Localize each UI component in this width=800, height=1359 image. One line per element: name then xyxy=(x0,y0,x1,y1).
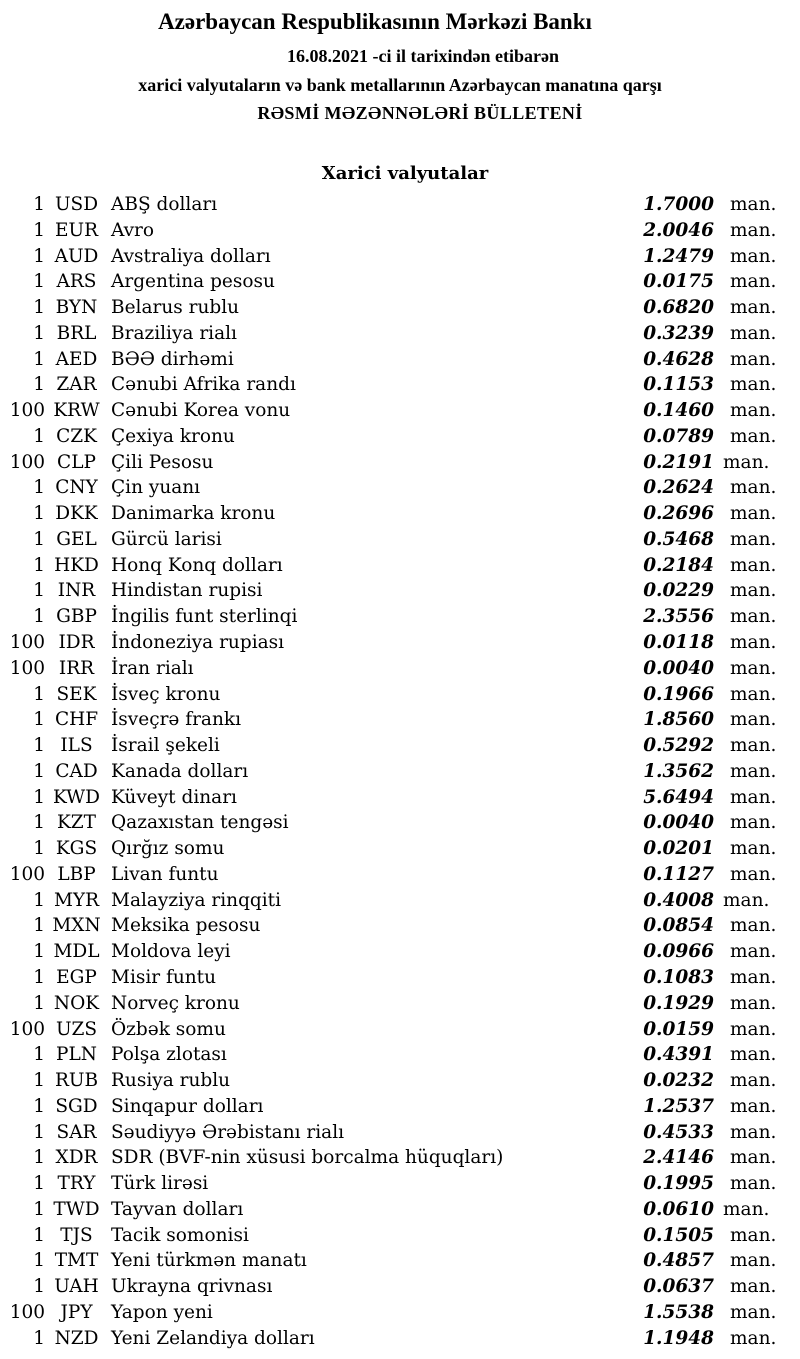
currency-name: Cənubi Korea vonu xyxy=(111,400,291,422)
currency-name: BƏƏ dirhəmi xyxy=(111,348,234,370)
currency-row xyxy=(0,939,800,965)
currency-rate: 0.4533 xyxy=(643,1121,714,1143)
currency-rate: 1.1948 xyxy=(643,1327,714,1349)
currency-code: USD xyxy=(54,194,99,215)
currency-quantity: 100 xyxy=(9,657,45,679)
currency-rate: 0.4628 xyxy=(643,348,714,370)
currency-name: İsveç kronu xyxy=(111,683,221,705)
currency-name: SDR (BVF-nin xüsusi borcalma hüquqları) xyxy=(111,1147,504,1169)
currency-name: Səudiyyə Ərəbistanı rialı xyxy=(111,1121,345,1143)
currency-name: Rusiya rublu xyxy=(111,1070,231,1092)
currency-row xyxy=(0,991,800,1017)
currency-rate: 0.0789 xyxy=(643,425,714,447)
currency-row xyxy=(0,913,800,939)
currency-name: Kanada dolları xyxy=(111,760,249,782)
currency-row xyxy=(0,553,800,579)
currency-code: EUR xyxy=(54,219,99,241)
currency-code: ILS xyxy=(60,735,93,757)
currency-rate: 0.5292 xyxy=(643,735,714,757)
manat-unit-label: man. xyxy=(730,812,777,834)
currency-quantity: 1 xyxy=(33,1276,45,1298)
currency-row xyxy=(0,1197,800,1223)
currency-code: CZK xyxy=(56,425,97,447)
currency-rate: 1.3562 xyxy=(643,760,714,782)
currency-quantity: 1 xyxy=(33,1147,45,1169)
currency-row xyxy=(0,398,800,424)
manat-unit-label: man. xyxy=(723,1198,770,1220)
currency-quantity: 100 xyxy=(9,451,45,473)
currency-code: CHF xyxy=(54,709,99,731)
currency-rate: 5.6494 xyxy=(643,786,714,808)
currency-rate: 1.5538 xyxy=(643,1301,714,1323)
currency-row xyxy=(0,1145,800,1171)
currency-name: Livan funtu xyxy=(111,863,219,885)
manat-unit-label: man. xyxy=(730,632,777,654)
currency-quantity: 1 xyxy=(33,348,45,370)
manat-unit-label: man. xyxy=(730,1327,777,1349)
manat-unit-label: man. xyxy=(730,1276,777,1298)
currency-code: KRW xyxy=(53,400,100,422)
currency-code: BYN xyxy=(55,297,98,319)
currency-name: Misir funtu xyxy=(111,966,217,988)
manat-unit-label: man. xyxy=(730,760,777,782)
currency-rate: 0.1966 xyxy=(643,683,714,705)
currency-rate: 0.1505 xyxy=(643,1224,714,1246)
currency-row xyxy=(0,862,800,888)
currency-name: Yeni türkmən manatı xyxy=(111,1250,307,1272)
currency-code: GBP xyxy=(56,606,97,628)
manat-unit-label: man. xyxy=(730,1147,777,1169)
currency-quantity: 1 xyxy=(33,786,45,808)
currency-rate: 1.8560 xyxy=(643,709,714,731)
manat-unit-label: man. xyxy=(730,322,777,344)
currency-code: SAR xyxy=(56,1121,97,1143)
currency-row xyxy=(0,888,800,914)
manat-unit-label: man. xyxy=(730,271,777,293)
currency-name: Ukrayna qrivnası xyxy=(111,1276,273,1298)
currency-quantity: 1 xyxy=(33,889,45,911)
currency-rate: 0.0040 xyxy=(643,812,714,834)
manat-unit-label: man. xyxy=(730,1018,777,1040)
currency-code: BRL xyxy=(56,322,97,344)
currency-row xyxy=(0,1171,800,1197)
currency-row xyxy=(0,578,800,604)
subtitle-line: xarici valyutaların və bank metallarının Azərbaycan manatına qarşı xyxy=(138,75,662,95)
currency-quantity: 1 xyxy=(33,297,45,319)
currency-name: Tayvan dolları xyxy=(111,1198,244,1220)
currency-code: AED xyxy=(55,348,98,370)
manat-unit-label: man. xyxy=(730,683,777,705)
manat-unit-label: man. xyxy=(730,1044,777,1066)
currency-rate: 0.3239 xyxy=(643,322,714,344)
currency-name: Meksika pesosu xyxy=(111,915,261,937)
currency-row xyxy=(0,218,800,244)
manat-unit-label: man. xyxy=(730,1301,777,1323)
currency-rate: 1.2537 xyxy=(643,1095,714,1117)
currency-name: Malayziya rinqqiti xyxy=(111,889,282,911)
currency-quantity: 1 xyxy=(33,709,45,731)
currency-row xyxy=(0,1042,800,1068)
currency-quantity: 100 xyxy=(9,1301,45,1323)
currency-quantity: 1 xyxy=(33,245,45,267)
currency-quantity: 1 xyxy=(33,735,45,757)
currency-rate: 0.0118 xyxy=(643,632,714,654)
currency-quantity: 1 xyxy=(33,812,45,834)
currency-rate: 1.2479 xyxy=(643,245,714,267)
currency-rate: 0.0610 xyxy=(643,1198,714,1220)
currency-rate: 0.1153 xyxy=(643,374,714,396)
currency-quantity: 1 xyxy=(33,966,45,988)
currency-code: UZS xyxy=(55,1018,98,1040)
currency-row xyxy=(0,424,800,450)
manat-unit-label: man. xyxy=(730,425,777,447)
manat-unit-label: man. xyxy=(730,606,777,628)
currency-rate: 0.0232 xyxy=(643,1070,714,1092)
currency-code: MDL xyxy=(53,941,100,963)
currency-name: İsveçrə frankı xyxy=(111,709,241,731)
manat-unit-label: man. xyxy=(730,580,777,602)
currency-row xyxy=(0,1094,800,1120)
manat-unit-label: man. xyxy=(730,786,777,808)
currency-name: İndoneziya rupiası xyxy=(111,632,285,654)
currency-name: Özbək somu xyxy=(111,1018,226,1040)
currency-code: KZT xyxy=(56,812,96,834)
currency-code: MXN xyxy=(52,915,101,937)
currency-quantity: 1 xyxy=(33,528,45,550)
manat-unit-label: man. xyxy=(730,941,777,963)
currency-rate: 0.0854 xyxy=(643,915,714,937)
currency-name: Türk lirəsi xyxy=(111,1173,209,1195)
currency-name: Polşa zlotası xyxy=(111,1044,227,1066)
currency-name: Moldova leyi xyxy=(111,941,231,963)
manat-unit-label: man. xyxy=(730,374,777,396)
currency-row xyxy=(0,656,800,682)
currency-name: Tacik somonisi xyxy=(111,1224,249,1246)
currency-name: Danimarka kronu xyxy=(111,503,276,525)
bulletin-title: RƏSMİ MƏZƏNNƏLƏRİ BÜLLETENİ xyxy=(257,103,583,123)
currency-row xyxy=(0,630,800,656)
currency-row xyxy=(0,1223,800,1249)
currency-row xyxy=(0,372,800,398)
currency-rate: 0.1083 xyxy=(643,966,714,988)
currency-rate: 0.1460 xyxy=(643,400,714,422)
currency-quantity: 1 xyxy=(33,992,45,1014)
currency-quantity: 1 xyxy=(33,580,45,602)
currency-row xyxy=(0,1017,800,1043)
currency-rate: 0.4857 xyxy=(643,1250,714,1272)
manat-unit-label: man. xyxy=(730,709,777,731)
currency-rate: 0.4008 xyxy=(643,889,714,911)
currency-code: TMT xyxy=(54,1250,99,1272)
currency-rate: 2.0046 xyxy=(643,219,714,241)
currency-name: Yeni Zelandiya dolları xyxy=(111,1327,315,1349)
currency-row xyxy=(0,269,800,295)
currency-code: IRR xyxy=(58,657,95,679)
currency-code: CLP xyxy=(57,451,96,473)
currency-rate: 0.0159 xyxy=(643,1018,714,1040)
currency-rate: 0.2184 xyxy=(643,554,714,576)
currency-quantity: 1 xyxy=(33,760,45,782)
currency-name: Yapon yeni xyxy=(111,1301,213,1323)
currency-row xyxy=(0,244,800,270)
currency-rate: 0.5468 xyxy=(643,528,714,550)
currency-name: Norveç kronu xyxy=(111,992,240,1014)
currency-name: ABŞ dolları xyxy=(111,194,218,215)
currency-code: TRY xyxy=(57,1173,96,1195)
currency-code: NOK xyxy=(53,992,100,1014)
currency-row xyxy=(0,501,800,527)
currency-row xyxy=(0,347,800,373)
currency-rate: 0.4391 xyxy=(643,1044,714,1066)
currency-code: KGS xyxy=(55,838,98,860)
manat-unit-label: man. xyxy=(730,735,777,757)
currency-quantity: 1 xyxy=(33,271,45,293)
currency-row xyxy=(0,475,800,501)
manat-unit-label: man. xyxy=(730,528,777,550)
currency-rate: 0.1127 xyxy=(643,863,714,885)
currency-rate: 0.2191 xyxy=(643,451,714,473)
currency-code: RUB xyxy=(54,1070,99,1092)
currency-row xyxy=(0,321,800,347)
manat-unit-label: man. xyxy=(730,1121,777,1143)
currency-name: Sinqapur dolları xyxy=(111,1095,264,1117)
manat-unit-label: man. xyxy=(730,1224,777,1246)
currency-code: JPY xyxy=(60,1301,93,1323)
currency-code: INR xyxy=(57,580,96,602)
manat-unit-label: man. xyxy=(730,194,777,215)
currency-rate: 0.1929 xyxy=(643,992,714,1014)
currency-name: Çin yuanı xyxy=(111,477,201,499)
currency-quantity: 1 xyxy=(33,219,45,241)
currency-row xyxy=(0,1300,800,1326)
currency-rate: 0.0966 xyxy=(643,941,714,963)
currency-rate: 0.2696 xyxy=(643,503,714,525)
currency-name: İran rialı xyxy=(111,657,194,679)
currency-rate: 0.0201 xyxy=(643,838,714,860)
currency-quantity: 100 xyxy=(9,400,45,422)
currency-rate: 0.0040 xyxy=(643,657,714,679)
currency-row xyxy=(0,759,800,785)
manat-unit-label: man. xyxy=(730,1173,777,1195)
currency-rate: 0.0637 xyxy=(643,1276,714,1298)
currency-quantity: 1 xyxy=(33,1224,45,1246)
currency-row xyxy=(0,836,800,862)
currency-quantity: 1 xyxy=(33,322,45,344)
currency-code: TWD xyxy=(53,1198,100,1220)
manat-unit-label: man. xyxy=(730,297,777,319)
currency-name: Küveyt dinarı xyxy=(111,786,237,808)
currency-rate: 0.2624 xyxy=(643,477,714,499)
currency-code: ARS xyxy=(56,271,97,293)
currency-quantity: 1 xyxy=(33,1095,45,1117)
currency-name: Çexiya kronu xyxy=(111,425,235,447)
currency-name: İngilis funt sterlinqi xyxy=(111,606,298,628)
manat-unit-label: man. xyxy=(730,915,777,937)
currency-name: Argentina pesosu xyxy=(111,271,275,293)
currency-name: Avro xyxy=(111,219,155,241)
currency-quantity: 1 xyxy=(33,554,45,576)
currency-row xyxy=(0,965,800,991)
currency-rate: 2.4146 xyxy=(643,1147,714,1169)
currency-code: NZD xyxy=(54,1327,99,1349)
currency-code: PLN xyxy=(56,1044,97,1066)
currency-code: EGP xyxy=(56,966,97,988)
currency-code: CNY xyxy=(55,477,98,499)
currency-code: SGD xyxy=(55,1095,98,1117)
currency-row xyxy=(0,785,800,811)
currency-rate: 0.0229 xyxy=(643,580,714,602)
currency-code: MYR xyxy=(53,889,100,911)
currency-name: Belarus rublu xyxy=(111,297,240,319)
currency-row xyxy=(0,295,800,321)
currency-quantity: 1 xyxy=(33,1327,45,1349)
currency-quantity: 1 xyxy=(33,503,45,525)
currency-code: AUD xyxy=(54,245,99,267)
currency-quantity: 1 xyxy=(33,683,45,705)
currency-quantity: 100 xyxy=(9,863,45,885)
currency-quantity: 1 xyxy=(33,425,45,447)
currency-row xyxy=(0,1120,800,1146)
currency-code: TJS xyxy=(60,1224,93,1246)
currency-quantity: 1 xyxy=(33,1250,45,1272)
currency-row xyxy=(0,707,800,733)
currency-row xyxy=(0,682,800,708)
currency-quantity: 1 xyxy=(33,606,45,628)
currency-code: IDR xyxy=(58,632,95,654)
currency-name: Çili Pesosu xyxy=(111,451,214,473)
currency-quantity: 1 xyxy=(33,1173,45,1195)
manat-unit-label: man. xyxy=(730,657,777,679)
manat-unit-label: man. xyxy=(730,503,777,525)
manat-unit-label: man. xyxy=(730,863,777,885)
currency-quantity: 1 xyxy=(33,477,45,499)
currency-row xyxy=(0,1248,800,1274)
currency-row xyxy=(0,450,800,476)
manat-unit-label: man. xyxy=(730,554,777,576)
manat-unit-label: man. xyxy=(730,838,777,860)
currency-rate: 0.6820 xyxy=(643,297,714,319)
currency-code: GEL xyxy=(56,528,97,550)
currency-code: ZAR xyxy=(56,374,97,396)
currency-code: LBP xyxy=(57,863,96,885)
currency-name: Qırğız somu xyxy=(111,838,225,860)
manat-unit-label: man. xyxy=(723,889,770,911)
manat-unit-label: man. xyxy=(730,219,777,241)
manat-unit-label: man. xyxy=(723,451,770,473)
currency-code: CAD xyxy=(55,760,98,782)
currency-quantity: 1 xyxy=(33,915,45,937)
currency-code: UAH xyxy=(54,1276,99,1298)
currency-row xyxy=(0,192,800,218)
currency-row xyxy=(0,1274,800,1300)
currency-name: Qazaxıstan tengəsi xyxy=(111,812,289,834)
currency-name: Braziliya rialı xyxy=(111,322,237,344)
manat-unit-label: man. xyxy=(730,1070,777,1092)
currency-quantity: 1 xyxy=(33,194,45,215)
currency-code: KWD xyxy=(52,786,100,808)
currency-quantity: 100 xyxy=(9,632,45,654)
currency-row xyxy=(0,1068,800,1094)
currency-quantity: 1 xyxy=(33,1121,45,1143)
effective-date-line: 16.08.2021 -ci il tarixindən etibarən xyxy=(287,46,559,66)
currency-name: Gürcü larisi xyxy=(111,528,222,550)
manat-unit-label: man. xyxy=(730,1095,777,1117)
currency-rate: 2.3556 xyxy=(643,606,714,628)
bank-title: Azərbaycan Respublikasının Mərkəzi Bankı xyxy=(158,9,592,34)
manat-unit-label: man. xyxy=(730,348,777,370)
currency-name: İsrail şekeli xyxy=(111,735,220,757)
currency-name: Honq Konq dolları xyxy=(111,554,283,576)
manat-unit-label: man. xyxy=(730,477,777,499)
currency-quantity: 1 xyxy=(33,374,45,396)
currency-row xyxy=(0,1326,800,1352)
currency-quantity: 1 xyxy=(33,941,45,963)
currency-quantity: 1 xyxy=(33,1198,45,1220)
currency-row xyxy=(0,733,800,759)
currency-quantity: 100 xyxy=(9,1018,45,1040)
currency-name: Cənubi Afrika randı xyxy=(111,374,296,396)
manat-unit-label: man. xyxy=(730,992,777,1014)
currency-quantity: 1 xyxy=(33,838,45,860)
currency-rate: 0.1995 xyxy=(643,1173,714,1195)
currency-quantity: 1 xyxy=(33,1044,45,1066)
currency-rate: 0.0175 xyxy=(643,271,714,293)
currency-code: HKD xyxy=(54,554,99,576)
currency-name: Hindistan rupisi xyxy=(111,580,263,602)
currency-code: SEK xyxy=(56,683,97,705)
currency-row xyxy=(0,604,800,630)
manat-unit-label: man. xyxy=(730,966,777,988)
currency-code: DKK xyxy=(55,503,98,525)
currency-quantity: 1 xyxy=(33,1070,45,1092)
section-title-foreign-currencies: Xarici valyutalar xyxy=(321,163,489,184)
currency-code: XDR xyxy=(55,1147,98,1169)
currency-row xyxy=(0,810,800,836)
manat-unit-label: man. xyxy=(730,1250,777,1272)
currency-rate: 1.7000 xyxy=(643,194,714,215)
currency-rates-table xyxy=(0,192,800,1351)
currency-name: Avstraliya dolları xyxy=(111,245,271,267)
manat-unit-label: man. xyxy=(730,245,777,267)
currency-row xyxy=(0,527,800,553)
manat-unit-label: man. xyxy=(730,400,777,422)
